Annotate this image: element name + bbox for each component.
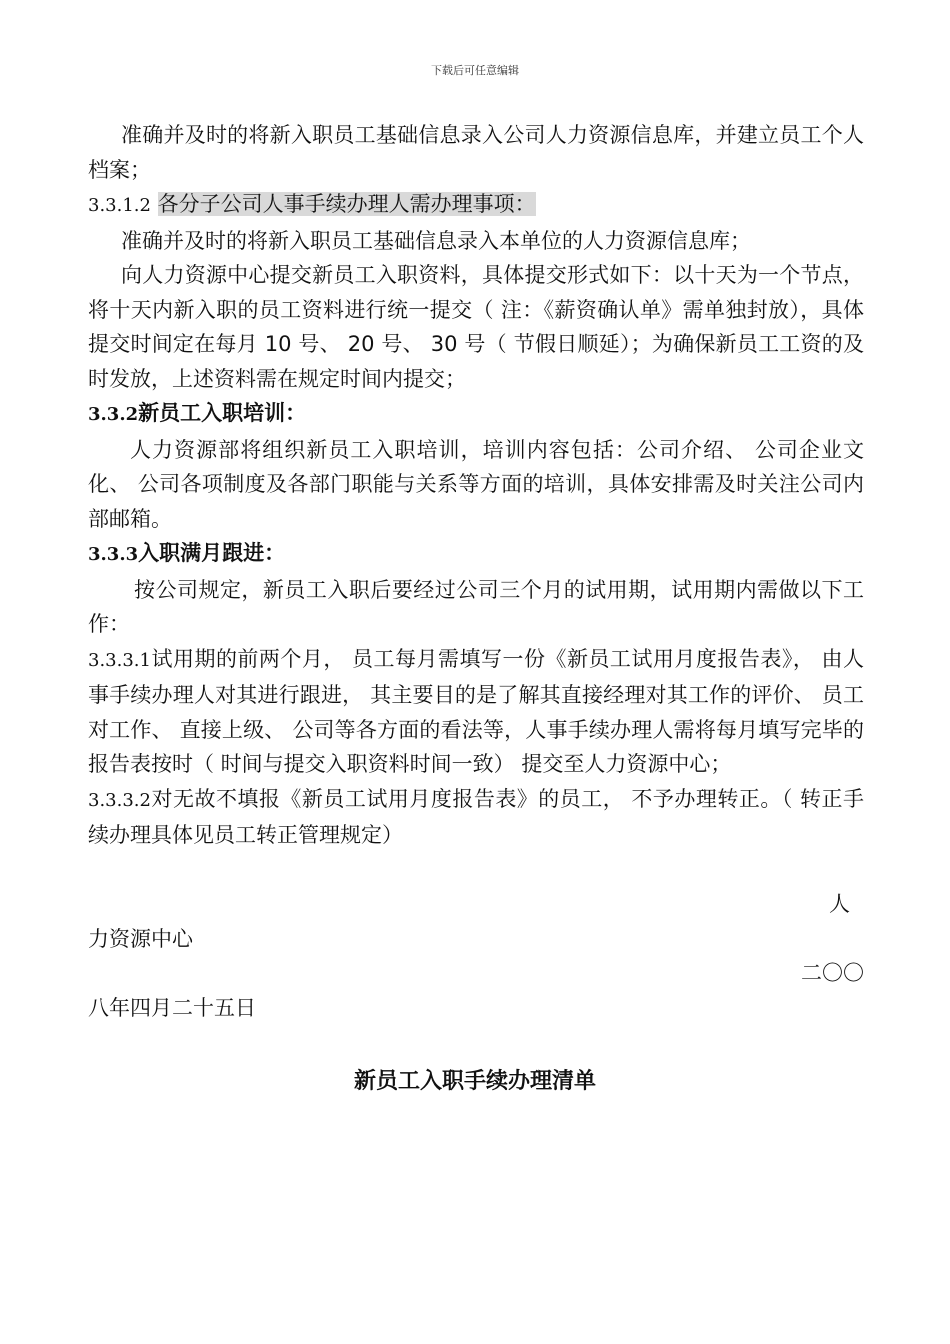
section-number: 3.3.2: [88, 404, 139, 425]
paragraph-submit-materials: 向人力资源中心提交新员工入职资料，具体提交形式如下：以十天为一个节点，将十天内新入职的员工资料进行统一提交（ 注：《薪资确认单》需单独封放），具体提交时间定在每月 10 号、 20 号、 30 号（ 节假日顺延）；为确保新员工工资的及时发放，上述资料需在规定时间内提交；: [88, 263, 865, 391]
document-body: [88, 118, 864, 1025]
signature-org-line1: 人: [829, 892, 850, 916]
page-header: 下载后可任意编辑: [431, 64, 519, 77]
section-3-3-2-heading: [88, 396, 864, 433]
document-title: 新员工入职手续办理清单: [353, 1069, 596, 1094]
section-number: 3.3.3: [88, 544, 139, 565]
signature-org-line2: 力资源中心: [88, 926, 193, 951]
blank-line: [88, 853, 864, 888]
section-3-3-1-2: [88, 187, 864, 224]
section-3-3-3-2: [88, 782, 864, 853]
section-number: 3.3.3.1: [88, 649, 151, 671]
section-3-3-3-1: [88, 642, 864, 782]
section-number: 3.3.1.2: [88, 195, 151, 216]
paragraph-unit-database: 准确并及时的将新入职员工基础信息录入本单位的人力资源信息库；: [121, 228, 751, 253]
section-text: 试用期的前两个月， 员工每月需填写一份《新员工试用月度报告表》， 由人事手续办理人对其进行跟进， 其主要目的是了解其直接经理对其工作的评价、 员工对工作、 直接上级、 公司等各方面的看法等，人事手续办理人需将每月填写完毕的报告表按时（ 时间与提交入职资料时间一致） 提交至人力资源中心；: [88, 646, 864, 776]
highlighted-heading: 各分子公司人事手续办理人需办理事项：: [157, 192, 536, 216]
section-text: 对无故不填报《新员工试用月度报告表》的员工， 不予办理转正。（ 转正手续办理具体见员工转正管理规定）: [88, 786, 864, 847]
section-title: 入职满月跟进：: [138, 541, 286, 565]
section-title: 新员工入职培训：: [138, 401, 307, 425]
section-3-3-3-heading: [88, 536, 864, 573]
signature-date-line1: 二〇〇: [801, 961, 864, 985]
paragraph-hr-database: 准确并及时的将新入职员工基础信息录入公司人力资源信息库，并建立员工个人档案；: [88, 123, 864, 182]
paragraph-training: 人力资源部将组织新员工入职培训，培训内容包括：公司介绍、 公司企业文化、 公司各项制度及各部门职能与关系等方面的培训，具体安排需及时关注公司内部邮箱。: [88, 437, 864, 531]
section-number: 3.3.3.2: [88, 789, 151, 811]
paragraph-probation: 按公司规定，新员工入职后要经过公司三个月的试用期，试用期内需做以下工作：: [88, 577, 864, 636]
signature-date-line2: 八年四月二十五日: [88, 995, 256, 1020]
